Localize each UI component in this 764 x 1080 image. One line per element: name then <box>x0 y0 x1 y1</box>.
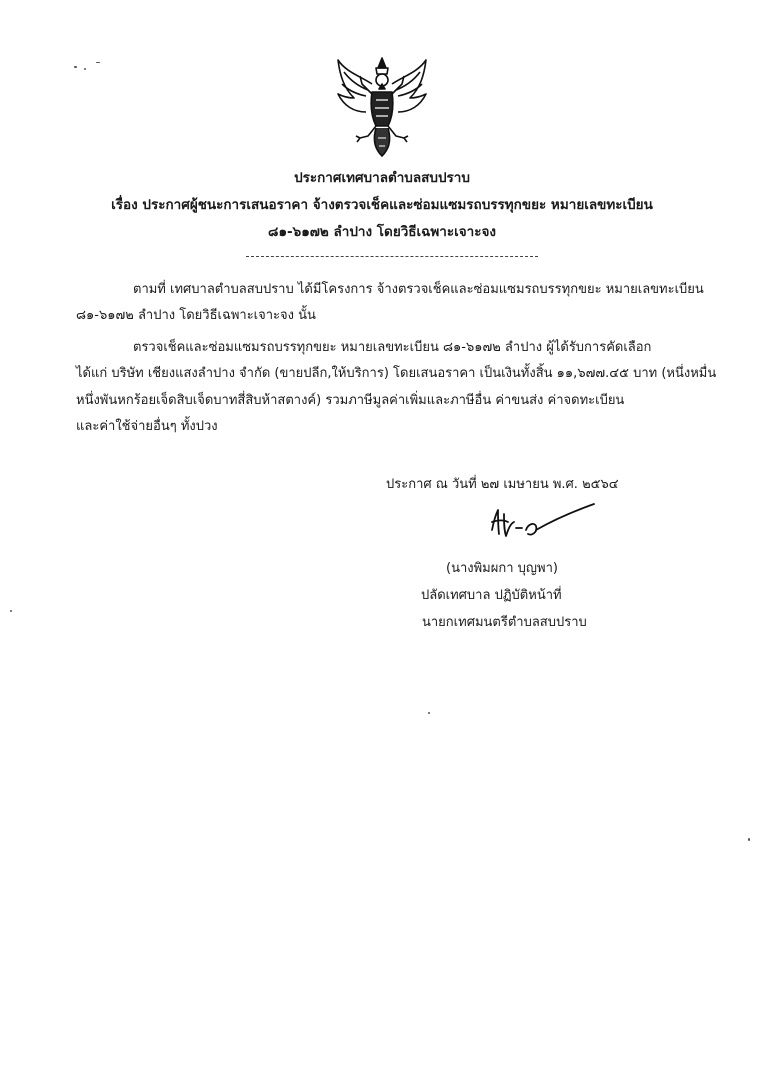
paragraph2-line3: หนึ่งพันหกร้อยเจ็ดสิบเจ็ดบาทสี่สิบห้าสตางค์) รวมภาษีมูลค่าเพิ่มและภาษีอื่น ค่าขนส่ง ค่าจดทะเบียน <box>76 393 625 408</box>
announcement-title: ประกาศเทศบาลตำบลสบปราบ <box>294 170 470 186</box>
announcement-subject-line1: เรื่อง ประกาศผู้ชนะการเสนอราคา จ้างตรวจเช็คและซ่อมแซมรถบรรทุกขยะ หมายเลขทะเบียน <box>111 197 653 213</box>
paragraph1-line1: ตามที่ เทศบาลตำบลสบปราบ ได้มีโครงการ จ้างตรวจเช็คและซ่อมแซมรถบรรทุกขยะ หมายเลขทะเบียน <box>133 282 704 297</box>
scan-speck <box>10 610 12 612</box>
scan-speck <box>428 712 430 714</box>
garuda-emblem-icon <box>332 54 432 160</box>
header-divider <box>246 256 538 257</box>
scan-speck <box>96 62 100 63</box>
paragraph1-line2: ๘๑-๖๑๗๒ ลำปาง โดยวิธีเฉพาะเจาะจง นั้น <box>76 308 316 323</box>
signer-position-line2: นายกเทศมนตรีตำบลสบปราบ <box>422 615 587 630</box>
paragraph2-line2: ได้แก่ บริษัท เชียงแสงลำปาง จำกัด (ขายปลีก,ให้บริการ) โดยเสนอราคา เป็นเงินทั้งสิ้น ๑๑,๖๗๗.๔๕ บาท (หนึ่งหมื่น <box>76 366 717 381</box>
signer-name: (นางพิมผกา บุญพา) <box>446 561 558 576</box>
scan-speck <box>748 838 750 841</box>
signer-position-line1: ปลัดเทศบาล ปฏิบัติหน้าที่ <box>421 588 562 603</box>
announcement-date: ประกาศ ณ วันที่ ๒๗ เมษายน พ.ศ. ๒๕๖๔ <box>386 477 619 492</box>
scan-speck <box>74 66 77 68</box>
handwritten-signature <box>486 500 598 544</box>
paragraph2-line4: และค่าใช้จ่ายอื่นๆ ทั้งปวง <box>76 419 218 434</box>
announcement-subject-line2: ๘๑-๖๑๗๒ ลำปาง โดยวิธีเฉพาะเจาะจง <box>268 224 496 240</box>
scan-speck <box>84 68 86 70</box>
paragraph2-line1: ตรวจเช็คและซ่อมแซมรถบรรทุกขยะ หมายเลขทะเบียน ๘๑-๖๑๗๒ ลำปาง ผู้ได้รับการคัดเลือก <box>133 340 652 355</box>
